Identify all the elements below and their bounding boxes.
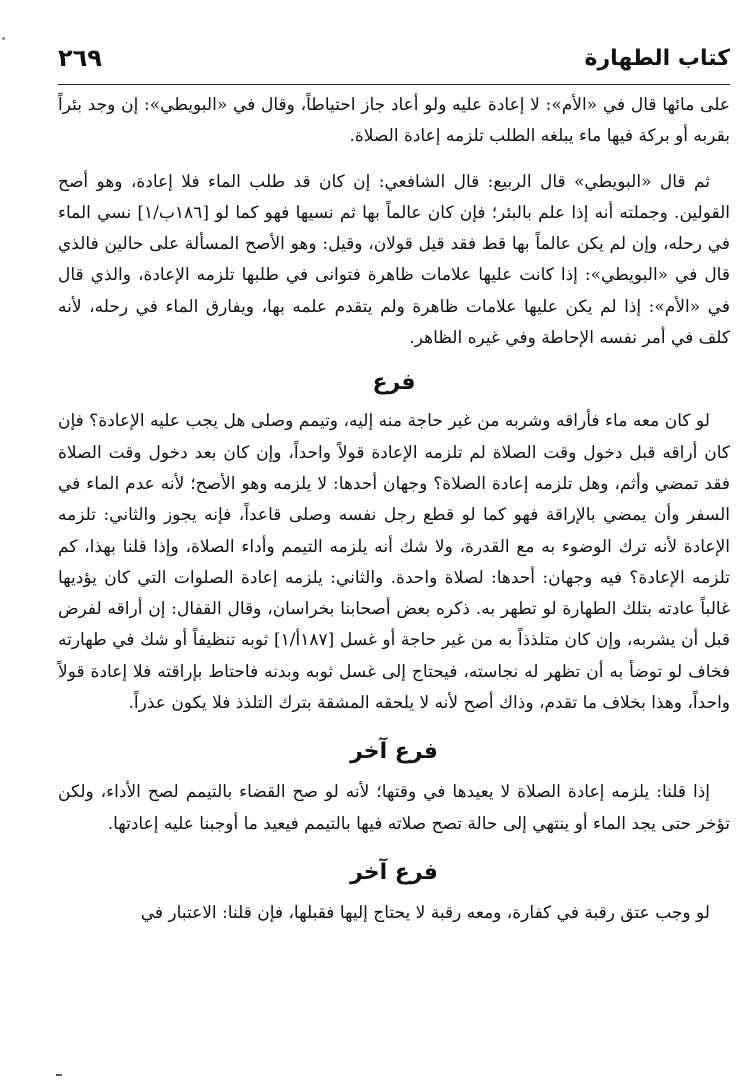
- page-content: [58, 90, 730, 929]
- book-title: كتاب الطهارة: [584, 46, 730, 71]
- section-paragraph-far-akhar-1: إذا قلنا: يلزمه إعادة الصلاة لا يعيدها في وقتها؛ لأنه لو صح القضاء بالتيمم لصح الأداء، ولكن تؤخر حتى يجد الماء أو ينتهي إلى حالة تصح صلاته فيها بالتيمم فيعيد ما أوجبنا عليه إعادتها.: [58, 782, 730, 834]
- scan-mark-bottom: [56, 1074, 62, 1076]
- paragraph-buwayti: ثم قال «البويطي» قال الربيع: قال الشافعي: إن كان قد طلب الماء فلا إعادة، وهو أصح القولين. وجملته أنه إذا علم بالبئر؛ فإن كان عالماً بها ثم نسيها فهو كما لو [١٨٦ب/١] نسي الماء في رحله، وإن لم يكن عالماً بها قط فقد قيل قولان، وقيل: وهو الأصح المسألة على حالين فالذي قال في «البويطي»: إذا كانت عليها علامات ظاهرة فتوانى في طلبها تلزمه الإعادة، والذي قال في «الأم»: إذا لم يكن عليها علامات ظاهرة ولم يتقدم علمه بها، ويفارق الماء في رحله، لأنه كلف في أمر نفسه الإحاطة وفي غيره الظاهر.: [58, 171, 730, 349]
- section-paragraph-far-akhar-2: لو وجب عتق رقبة في كفارة، ومعه رقبة لا يحتاج إليها فقبلها، فإن قلنا: الاعتبار في: [140, 902, 710, 923]
- section-heading-far-akhar-1: فرع آخر: [350, 739, 438, 765]
- section-heading-far: فرع: [372, 370, 416, 396]
- scan-mark: [2, 37, 5, 40]
- header-rule: [58, 84, 730, 85]
- section-paragraph-far: لو كان معه ماء فأراقه وشربه من غير حاجة منه إليه، وتيمم وصلى هل يجب عليه الإعادة؟ فإن كان أراقه قبل دخول وقت الصلاة لم تلزمه الإعادة قولاً واحداً، وإن كان بعد دخول وقت الصلاة فقد تمضي وأثم، وهل تلزمه إعادة الصلاة؟ وجهان أحدها: لا يلزمه وهو الأصح؛ لأنه عدم الماء في السفر وأن يمضي بالإراقة فهو كما لو قطع رجل نفسه وصلى قاعداً، فإنه يجوز والثاني: تلزمه الإعادة لأنه ترك الوضوء به مع القدرة، ولا شك أنه يلزمه التيمم وأداء الصلاة، وإذا قلنا بهذا، كم تلزمه الإعادة؟ فيه وجهان: أحدها: لصلاة واحدة. والثاني: يلزمه إعادة الصلوات التي كان يؤديها غالباً عادته بتلك الطهارة لو تطهر به. ذكره بعض أصحابنا بخراسان، وقال القفال: إن أراقه لفرض قبل أن يشربه، وإن كان متلذذاً به من غير حاجة أو غسل [١٨٧أ/١] ثوبه تنظيفاً أو شك في طهارته فخاف لو توضأ به أن تظهر له نجاسته، فيحتاج إلى غسل ثوبه وبدنه فاحتاط بإراقته فلا إعادة قولاً واحداً، وهذا بخلاف ما تقدم، وذاك أصح لأنه لا يلحقه المشقة بترك التلذذ فلا يكون عذراً.: [58, 411, 731, 714]
- page-header: [58, 40, 730, 80]
- section-heading-far-akhar-2: فرع آخر: [350, 859, 438, 885]
- page-number: ٢٦٩: [58, 44, 102, 72]
- paragraph-continued: على مائها قال في «الأم»: لا إعادة عليه ولو أعاد جاز احتياطاً، وقال في «البويطي»: إن وجد بئراً بقربه أو بركة فيها ماء يبلغه الطلب تلزمه إعادة الصلاة.: [58, 95, 730, 147]
